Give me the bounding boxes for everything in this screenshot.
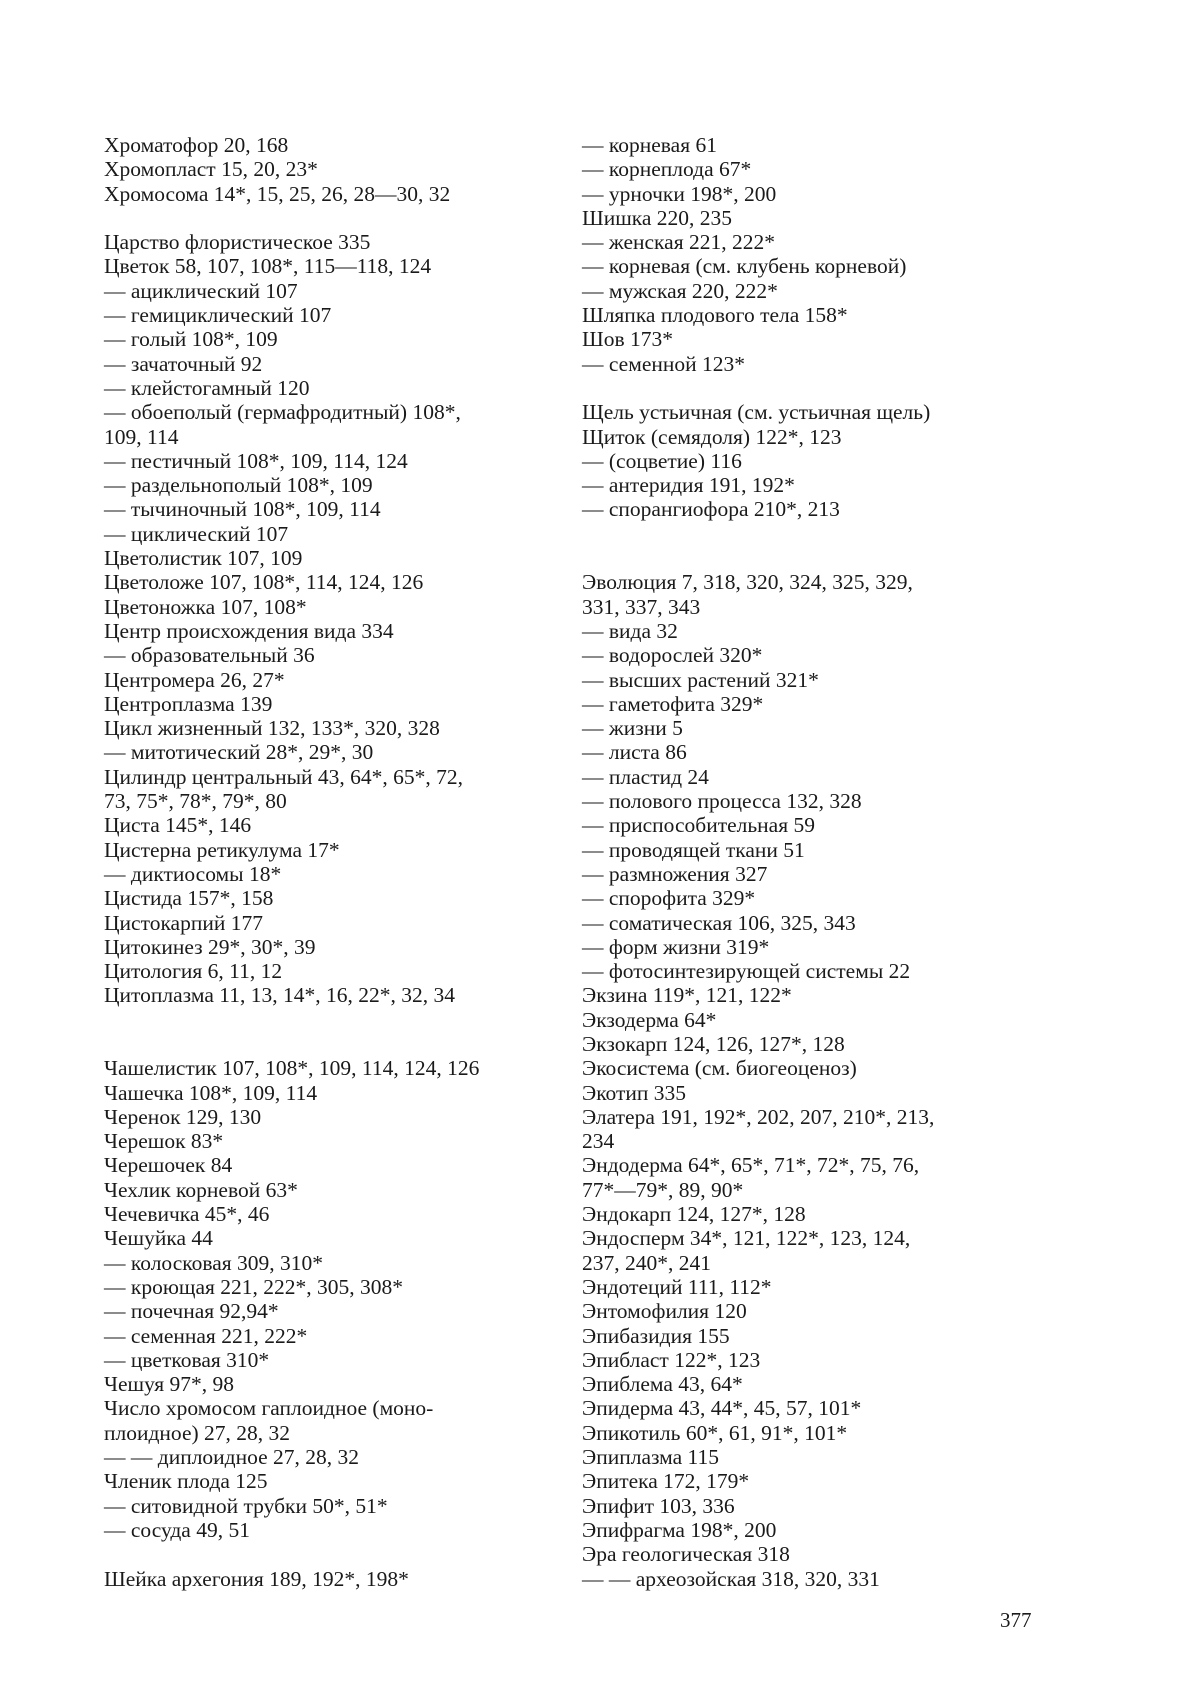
index-entry: Энтомофилия 120: [582, 1299, 747, 1324]
index-entry: Цитоплазма 11, 13, 14*, 16, 22*, 32, 34: [104, 983, 455, 1008]
index-entry: Чешуйка 44: [104, 1226, 213, 1251]
index-entry: — водорослей 320*: [582, 643, 763, 668]
index-entry: Центр происхождения вида 334: [104, 618, 394, 643]
index-entry: Цистокарпий 177: [104, 910, 263, 935]
index-entry: 237, 240*, 241: [582, 1250, 711, 1275]
index-entry: Эндосперм 34*, 121, 122*, 123, 124,: [582, 1226, 911, 1251]
index-entry: Эпибласт 122*, 123: [582, 1347, 761, 1372]
index-entry: Центроплазма 139: [104, 691, 273, 716]
index-entry: плоидное) 27, 28, 32: [104, 1420, 291, 1445]
index-entry: — семенная 221, 222*: [104, 1323, 308, 1348]
index-entry: — листа 86: [582, 740, 687, 765]
index-entry: — фотосинтезирующей системы 22: [582, 959, 911, 984]
index-entry: 331, 337, 343: [582, 594, 701, 619]
index-entry: Эпикотиль 60*, 61, 91*, 101*: [582, 1420, 848, 1445]
index-entry: — полового процесса 132, 328: [582, 789, 862, 814]
index-entry: 109, 114: [104, 424, 179, 449]
index-column-right: [582, 133, 1030, 1591]
index-entry: Чешуя 97*, 98: [104, 1372, 235, 1397]
index-entry: — семенной 123*: [582, 351, 746, 376]
index-entry: Чехлик корневой 63*: [104, 1177, 298, 1202]
blank-line: [582, 546, 1030, 570]
index-entry: — ситовидной трубки 50*, 51*: [104, 1493, 388, 1518]
index-entry: Экотип 335: [582, 1080, 687, 1105]
index-entry: Цикл жизненный 132, 133*, 320, 328: [104, 716, 440, 741]
index-entry: Элатера 191, 192*, 202, 207, 210*, 213,: [582, 1104, 935, 1129]
index-entry: Цистида 157*, 158: [104, 886, 274, 911]
blank-line: [104, 1032, 544, 1056]
index-entry: Щель устьичная (см. устьичная щель): [582, 400, 931, 425]
index-entry: — приспособительная 59: [582, 813, 815, 838]
index-entry: Эра геологическая 318: [582, 1542, 790, 1567]
index-entry: Шейка архегония 189, 192*, 198*: [104, 1566, 409, 1591]
index-entry: Эпидерма 43, 44*, 45, 57, 101*: [582, 1396, 862, 1421]
index-entry: — урночки 198*, 200: [582, 181, 777, 206]
index-entry: — размножения 327: [582, 861, 768, 886]
blank-line: [582, 522, 1030, 546]
index-entry: — корневая 61: [582, 133, 717, 157]
index-entry: — женская 221, 222*: [582, 230, 775, 255]
index-entry: Эндокарп 124, 127*, 128: [582, 1202, 806, 1227]
index-entry: Хромопласт 15, 20, 23*: [104, 157, 318, 182]
index-entry: — митотический 28*, 29*, 30: [104, 740, 374, 765]
index-entry: — (соцветие) 116: [582, 448, 742, 473]
index-entry: — почечная 92,94*: [104, 1299, 279, 1324]
index-entry: Эпитека 172, 179*: [582, 1469, 750, 1494]
index-entry: Шишка 220, 235: [582, 205, 733, 230]
index-entry: — диктиосомы 18*: [104, 861, 282, 886]
index-entry: Царство флористическое 335: [104, 230, 371, 255]
index-entry: — — археозойская 318, 320, 331: [582, 1566, 880, 1591]
index-entry: Эволюция 7, 318, 320, 324, 325, 329,: [582, 570, 913, 595]
index-entry: 234: [582, 1129, 615, 1154]
index-entry: — кроющая 221, 222*, 305, 308*: [104, 1274, 403, 1299]
index-entry: Черешочек 84: [104, 1153, 233, 1178]
index-entry: Цистерна ретикулума 17*: [104, 837, 340, 862]
blank-line: [104, 1008, 544, 1032]
blank-line: [104, 1542, 544, 1566]
index-entry: — раздельнополый 108*, 109: [104, 473, 373, 498]
index-entry: — спорофита 329*: [582, 886, 756, 911]
index-entry: — гаметофита 329*: [582, 691, 764, 716]
index-entry: — антеридия 191, 192*: [582, 473, 795, 498]
index-entry: — форм жизни 319*: [582, 934, 770, 959]
blank-line: [104, 206, 544, 230]
index-entry: Эндодерма 64*, 65*, 71*, 72*, 75, 76,: [582, 1153, 920, 1178]
index-entry: Эпифит 103, 336: [582, 1493, 735, 1518]
index-entry: Число хромосом гаплоидное (моно-: [104, 1396, 434, 1421]
index-entry: Экзина 119*, 121, 122*: [582, 983, 792, 1008]
index-entry: — образовательный 36: [104, 643, 315, 668]
index-entry: Членик плода 125: [104, 1469, 268, 1494]
index-entry: Эпиплазма 115: [582, 1445, 719, 1470]
index-entry: Эпифрагма 198*, 200: [582, 1517, 777, 1542]
index-column-left: [104, 133, 544, 1591]
index-entry: Центромера 26, 27*: [104, 667, 285, 692]
index-entry: Чашелистик 107, 108*, 109, 114, 124, 126: [104, 1056, 480, 1081]
index-entry: — — диплоидное 27, 28, 32: [104, 1445, 360, 1470]
index-entry: Цветоножка 107, 108*: [104, 594, 307, 619]
index-entry: — зачаточный 92: [104, 351, 263, 376]
index-entry: — голый 108*, 109: [104, 327, 278, 352]
index-entry: 77*—79*, 89, 90*: [582, 1177, 744, 1202]
index-entry: — соматическая 106, 325, 343: [582, 910, 856, 935]
blank-line: [582, 376, 1030, 400]
index-entry: — спорангиофора 210*, 213: [582, 497, 840, 522]
index-entry: Чашечка 108*, 109, 114: [104, 1080, 318, 1105]
index-entry: — корнеплода 67*: [582, 157, 752, 182]
index-entry: — высших растений 321*: [582, 667, 819, 692]
index-entry: Цилиндр центральный 43, 64*, 65*, 72,: [104, 764, 464, 789]
index-entry: Эпиблема 43, 64*: [582, 1372, 743, 1397]
index-entry: — циклический 107: [104, 521, 289, 546]
index-entry: — колосковая 309, 310*: [104, 1250, 324, 1275]
index-entry: Экзокарп 124, 126, 127*, 128: [582, 1031, 845, 1056]
index-entry: — цветковая 310*: [104, 1347, 270, 1372]
index-entry: — сосуда 49, 51: [104, 1517, 250, 1542]
index-entry: Шов 173*: [582, 327, 673, 352]
index-entry: — пластид 24: [582, 764, 709, 789]
index-entry: Шляпка плодового тела 158*: [582, 303, 848, 328]
index-entry: — гемициклический 107: [104, 303, 332, 328]
index-entry: Черешок 83*: [104, 1129, 224, 1154]
index-entry: Цветок 58, 107, 108*, 115—118, 124: [104, 254, 432, 279]
index-entry: Черенок 129, 130: [104, 1104, 262, 1129]
index-entry: Чечевичка 45*, 46: [104, 1202, 270, 1227]
index-entry: Эпибазидия 155: [582, 1323, 730, 1348]
index-entry: Цитокинез 29*, 30*, 39: [104, 934, 316, 959]
index-entry: Эндотеций 111, 112*: [582, 1274, 772, 1299]
index-entry: Экосистема (см. биогеоценоз): [582, 1056, 857, 1081]
index-entry: — жизни 5: [582, 716, 683, 741]
index-entry: — корневая (см. клубень корневой): [582, 254, 907, 279]
index-entry: Щиток (семядоля) 122*, 123: [582, 424, 842, 449]
index-entry: — тычиночный 108*, 109, 114: [104, 497, 381, 522]
index-entry: — мужская 220, 222*: [582, 278, 778, 303]
index-entry: Циста 145*, 146: [104, 813, 252, 838]
index-entry: Экзодерма 64*: [582, 1007, 717, 1032]
index-entry: Хроматофор 20, 168: [104, 133, 289, 157]
index-entry: — пестичный 108*, 109, 114, 124: [104, 448, 408, 473]
index-entry: — вида 32: [582, 618, 678, 643]
index-entry: — обоеполый (гермафродитный) 108*,: [104, 400, 461, 425]
index-entry: Хромосома 14*, 15, 25, 26, 28—30, 32: [104, 181, 451, 206]
index-entry: Цветоложе 107, 108*, 114, 124, 126: [104, 570, 424, 595]
index-entry: — проводящей ткани 51: [582, 837, 805, 862]
index-entry: Цветолистик 107, 109: [104, 546, 303, 571]
index-entry: 73, 75*, 78*, 79*, 80: [104, 789, 287, 814]
page-number: 377: [1000, 1608, 1032, 1632]
index-entry: — ациклический 107: [104, 278, 298, 303]
index-entry: — клейстогамный 120: [104, 375, 310, 400]
index-entry: Цитология 6, 11, 12: [104, 959, 283, 984]
